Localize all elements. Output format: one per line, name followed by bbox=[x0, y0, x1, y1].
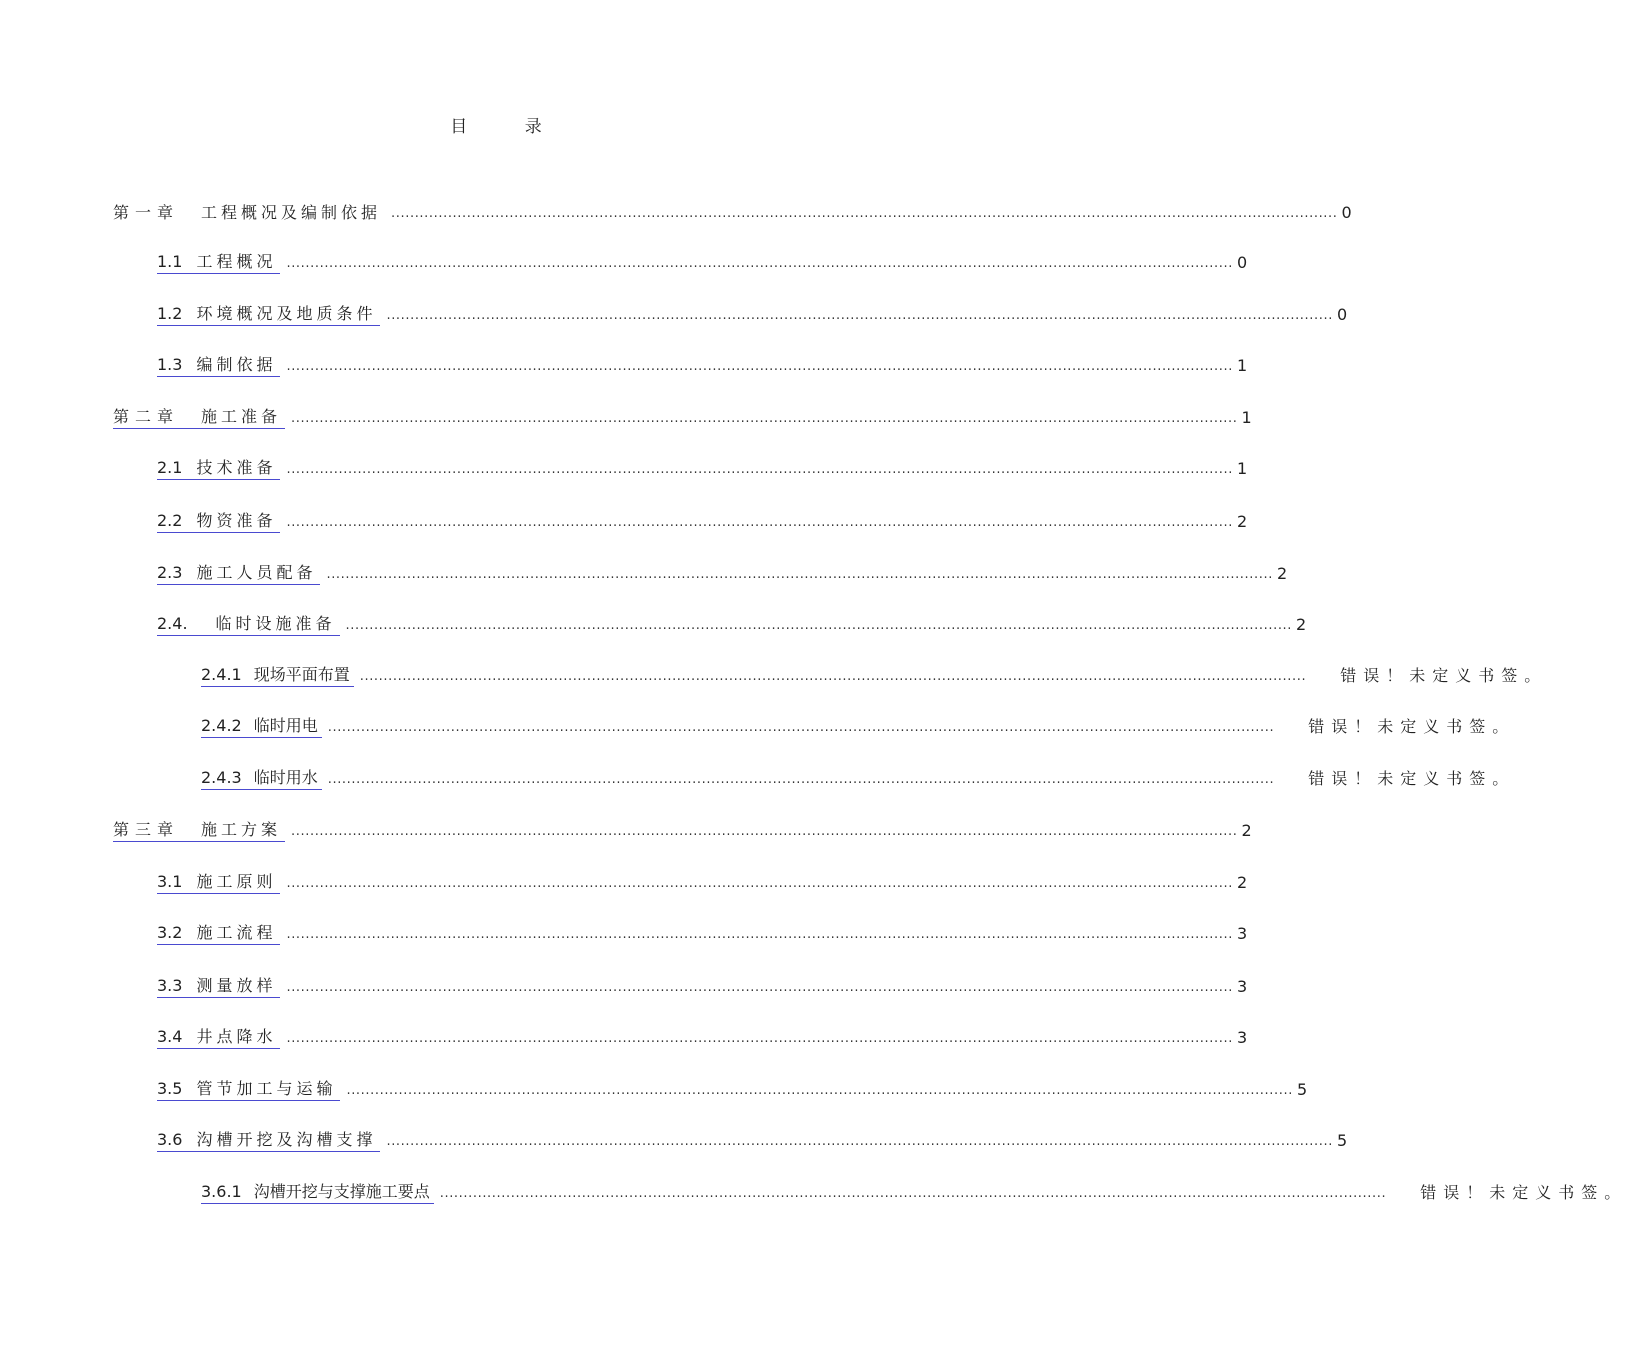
toc-leader-dots: ........................................................................................................................................................................................................ bbox=[326, 567, 1273, 582]
toc-entry[interactable] bbox=[157, 561, 1288, 585]
toc-entry[interactable] bbox=[157, 974, 1248, 998]
toc-entry-title: 技术准备 bbox=[196, 458, 277, 477]
toc-page-number: 错误！未定义书签。 bbox=[1308, 769, 1516, 788]
toc-entry-label[interactable] bbox=[157, 1027, 280, 1049]
toc-page-number: 5 bbox=[1336, 1131, 1348, 1150]
toc-entry-title: 施工准备 bbox=[201, 407, 282, 426]
toc-leader-dots: ........................................................................................................................................................................................................ bbox=[286, 256, 1233, 271]
toc-entry[interactable] bbox=[157, 456, 1248, 480]
toc-entry-number: 2.3 bbox=[157, 563, 183, 582]
toc-entry-number: 2.4.1 bbox=[201, 665, 242, 684]
toc-entry[interactable] bbox=[157, 1077, 1308, 1101]
toc-entry-number: 3.5 bbox=[157, 1079, 183, 1098]
toc-page-number: 3 bbox=[1236, 977, 1248, 996]
toc-entry-title: 现场平面布置 bbox=[253, 665, 350, 684]
toc-entry-label[interactable] bbox=[201, 716, 322, 738]
toc-leader-dots: ........................................................................................................................................................................................................ bbox=[345, 618, 1293, 633]
toc-page-number: 1 bbox=[1236, 459, 1248, 478]
toc-entry-label[interactable] bbox=[157, 1079, 340, 1101]
toc-page-number: 0 bbox=[1336, 305, 1348, 324]
toc-page-number: 错误！未定义书签。 bbox=[1308, 717, 1516, 736]
toc-entry-label[interactable] bbox=[157, 458, 280, 480]
toc-entry[interactable] bbox=[157, 612, 1307, 636]
toc-entry-label[interactable] bbox=[157, 1130, 380, 1152]
toc-entry-title: 工程概况 bbox=[196, 252, 277, 271]
toc-leader-dots: ........................................................................................................................................................................................................ bbox=[286, 515, 1233, 530]
toc-entry-number: 2.2 bbox=[157, 511, 183, 530]
toc-leader-dots: ........................................................................................................................................................................................................ bbox=[286, 927, 1233, 942]
toc-page-number: 3 bbox=[1236, 1028, 1248, 1047]
toc-entry-number: 第二章 bbox=[113, 407, 180, 426]
toc-entry[interactable] bbox=[201, 714, 1516, 738]
toc-entry-number: 第三章 bbox=[113, 820, 180, 839]
toc-leader-dots: ........................................................................................................................................................................................................ bbox=[291, 411, 1238, 426]
toc-entry-label[interactable] bbox=[113, 407, 285, 429]
toc-entry[interactable] bbox=[157, 870, 1248, 894]
toc-page-number: 1 bbox=[1241, 408, 1252, 427]
toc-entry-number: 1.1 bbox=[157, 252, 183, 271]
toc-leader-dots: ........................................................................................................................................................................................................ bbox=[327, 772, 1275, 787]
toc-entry-label[interactable] bbox=[157, 304, 380, 326]
toc-entry-title: 临时用水 bbox=[253, 768, 318, 787]
toc-entry[interactable] bbox=[201, 663, 1548, 687]
toc-entry-label[interactable] bbox=[201, 665, 354, 687]
toc-entry bbox=[113, 200, 1352, 224]
toc-entry-number: 2.1 bbox=[157, 458, 183, 477]
toc-page-number: 5 bbox=[1296, 1080, 1308, 1099]
toc-entry-title: 施工原则 bbox=[196, 872, 277, 891]
toc-entry-title: 管节加工与运输 bbox=[196, 1079, 337, 1098]
toc-entry-title: 环境概况及地质条件 bbox=[196, 304, 377, 323]
toc-leader-dots: ........................................................................................................................................................................................................ bbox=[327, 720, 1275, 735]
toc-leader-dots: ........................................................................................................................................................................................................ bbox=[386, 308, 1333, 323]
toc-entry[interactable] bbox=[157, 353, 1248, 377]
toc-title: 目 录 bbox=[450, 117, 568, 137]
toc-entry-number: 3.6 bbox=[157, 1130, 183, 1149]
toc-entry-number: 2.4.3 bbox=[201, 768, 242, 787]
toc-page-number: 0 bbox=[1341, 203, 1352, 222]
toc-entry-label[interactable] bbox=[157, 923, 280, 945]
toc-page-number: 2 bbox=[1236, 512, 1248, 531]
toc-entry-label[interactable] bbox=[157, 252, 280, 274]
toc-page-number: 2 bbox=[1236, 873, 1248, 892]
toc-entry-label[interactable] bbox=[157, 563, 320, 585]
toc-entry-title: 工程概况及编制依据 bbox=[201, 203, 382, 222]
toc-entry-title: 物资准备 bbox=[196, 511, 277, 530]
toc-entry-label[interactable] bbox=[157, 872, 280, 894]
toc-entry[interactable] bbox=[157, 1128, 1348, 1152]
toc-entry-label[interactable] bbox=[201, 1182, 434, 1204]
toc-page-number: 2 bbox=[1276, 564, 1288, 583]
toc-leader-dots: ........................................................................................................................................................................................................ bbox=[386, 1134, 1333, 1149]
toc-entry[interactable] bbox=[157, 921, 1248, 945]
toc-entry-title: 沟槽开挖与支撑施工要点 bbox=[253, 1182, 430, 1201]
toc-leader-dots: ........................................................................................................................................................................................................ bbox=[286, 359, 1233, 374]
toc-leader-dots: ........................................................................................................................................................................................................ bbox=[346, 1083, 1293, 1098]
toc-entry-title: 井点降水 bbox=[196, 1027, 277, 1046]
toc-entry-label[interactable] bbox=[157, 355, 280, 377]
toc-leader-dots: ........................................................................................................................................................................................................ bbox=[286, 980, 1233, 995]
toc-leader-dots: ........................................................................................................................................................................................................ bbox=[286, 1031, 1233, 1046]
toc-entry-label[interactable] bbox=[157, 614, 340, 636]
toc-page-number: 错误！未定义书签。 bbox=[1340, 666, 1548, 685]
toc-entry-number: 3.1 bbox=[157, 872, 183, 891]
toc-entry[interactable] bbox=[157, 302, 1348, 326]
toc-entry-title: 施工人员配备 bbox=[196, 563, 317, 582]
toc-entry-title: 施工流程 bbox=[196, 923, 277, 942]
toc-leader-dots: ........................................................................................................................................................................................................ bbox=[439, 1186, 1387, 1201]
toc-entry-title: 临时设施准备 bbox=[215, 614, 336, 633]
toc-entry-number: 2.4.2 bbox=[201, 716, 242, 735]
toc-leader-dots: ........................................................................................................................................................................................................ bbox=[286, 876, 1233, 891]
toc-entry-number: 1.3 bbox=[157, 355, 183, 374]
toc-entry-label[interactable] bbox=[201, 768, 322, 790]
toc-entry[interactable] bbox=[201, 766, 1516, 790]
toc-entry-number: 第一章 bbox=[113, 203, 180, 222]
toc-entry[interactable] bbox=[113, 818, 1252, 842]
toc-leader-dots: ........................................................................................................................................................................................................ bbox=[391, 206, 1338, 221]
toc-page-number: 错误！未定义书签。 bbox=[1420, 1183, 1627, 1202]
toc-entry-title: 编制依据 bbox=[196, 355, 277, 374]
toc-entry-title: 临时用电 bbox=[253, 716, 318, 735]
toc-entry[interactable] bbox=[157, 250, 1248, 274]
toc-entry-label[interactable] bbox=[113, 820, 285, 842]
toc-entry[interactable] bbox=[113, 405, 1252, 429]
toc-page-number: 2 bbox=[1241, 821, 1252, 840]
toc-page-number: 1 bbox=[1236, 356, 1248, 375]
toc-entry-number: 3.3 bbox=[157, 976, 183, 995]
toc-leader-dots: ........................................................................................................................................................................................................ bbox=[359, 669, 1307, 684]
toc-page-number: 0 bbox=[1236, 253, 1248, 272]
toc-entry-number: 3.4 bbox=[157, 1027, 183, 1046]
toc-entry-number: 1.2 bbox=[157, 304, 183, 323]
toc-leader-dots: ........................................................................................................................................................................................................ bbox=[291, 824, 1238, 839]
toc-entry-title: 施工方案 bbox=[201, 820, 282, 839]
toc-entry[interactable] bbox=[157, 1025, 1248, 1049]
toc-entry-number: 3.6.1 bbox=[201, 1182, 242, 1201]
toc-entry-label bbox=[113, 203, 385, 224]
toc-entry-number: 2.4. bbox=[157, 614, 188, 633]
toc-entry-title: 测量放样 bbox=[196, 976, 277, 995]
toc-page-number: 2 bbox=[1296, 615, 1307, 634]
toc-entry-number: 3.2 bbox=[157, 923, 183, 942]
toc-page-number: 3 bbox=[1236, 924, 1248, 943]
toc-entry[interactable] bbox=[157, 509, 1248, 533]
toc-entry-label[interactable] bbox=[157, 511, 280, 533]
toc-entry-label[interactable] bbox=[157, 976, 280, 998]
toc-entry[interactable] bbox=[201, 1180, 1627, 1204]
toc-leader-dots: ........................................................................................................................................................................................................ bbox=[286, 462, 1233, 477]
toc-entry-title: 沟槽开挖及沟槽支撑 bbox=[196, 1130, 377, 1149]
